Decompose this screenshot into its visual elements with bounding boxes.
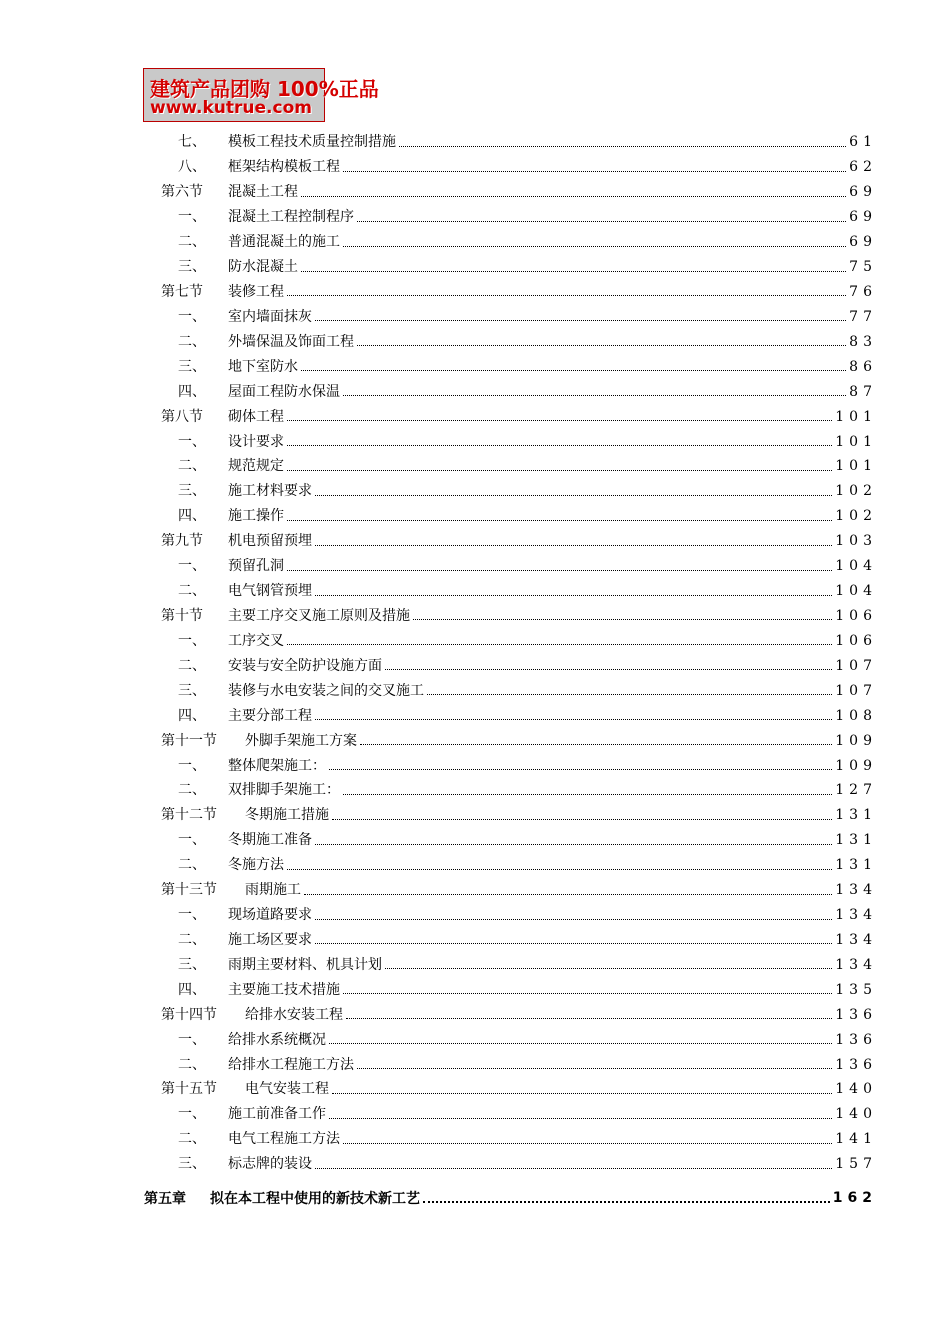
toc-title: 主要分部工程 — [228, 707, 312, 724]
toc-item-entry[interactable] — [0, 329, 950, 354]
dot-leader — [385, 968, 832, 969]
toc-page-number: 109 — [835, 757, 877, 774]
toc-page-number: 69 — [849, 184, 877, 201]
toc-number: 一、 — [178, 1031, 206, 1048]
toc-number: 三、 — [178, 358, 206, 375]
toc-number: 第十五节 — [161, 1081, 217, 1098]
toc-item-entry[interactable] — [0, 554, 950, 579]
toc-section-entry[interactable] — [0, 604, 950, 629]
dot-leader — [329, 1118, 832, 1119]
toc-title: 雨期施工 — [245, 882, 301, 899]
toc-number: 三、 — [178, 1156, 206, 1173]
dot-leader — [315, 495, 832, 496]
toc-title: 框架结构模板工程 — [228, 159, 340, 176]
toc-page-number: 86 — [849, 358, 877, 375]
toc-page-number: 62 — [849, 159, 877, 176]
toc-page-number: 102 — [835, 483, 877, 500]
toc-number: 第十四节 — [161, 1006, 217, 1023]
dot-leader — [315, 595, 832, 596]
dot-leader — [332, 1093, 832, 1094]
toc-number: 八、 — [178, 159, 206, 176]
dot-leader — [343, 171, 846, 172]
dot-leader — [360, 744, 832, 745]
dot-leader — [287, 420, 832, 421]
dot-leader — [287, 570, 832, 571]
toc-item-entry[interactable] — [0, 155, 950, 180]
toc-page-number: 134 — [835, 882, 877, 899]
dot-leader — [357, 221, 846, 222]
toc-item-entry[interactable] — [0, 828, 950, 853]
toc-number: 一、 — [178, 832, 206, 849]
toc-item-entry[interactable] — [0, 205, 950, 230]
toc-number: 四、 — [178, 981, 206, 998]
toc-page-number: 134 — [835, 956, 877, 973]
toc-page-number: 83 — [849, 333, 877, 350]
toc-title: 电气钢管预埋 — [228, 583, 312, 600]
toc-title: 外墙保温及饰面工程 — [228, 333, 354, 350]
toc-page-number: 157 — [835, 1156, 877, 1173]
toc-title: 电气工程施工方法 — [228, 1131, 340, 1148]
toc-number: 一、 — [178, 558, 206, 575]
dot-leader — [301, 196, 846, 197]
toc-title: 冬期施工准备 — [228, 832, 312, 849]
chapter-page: 162 — [832, 1190, 877, 1206]
dot-leader — [357, 345, 846, 346]
toc-title: 砌体工程 — [228, 408, 284, 425]
toc-page-number: 134 — [835, 907, 877, 924]
toc-number: 一、 — [178, 907, 206, 924]
dot-leader — [413, 619, 832, 620]
toc-title: 地下室防水 — [228, 358, 298, 375]
toc-section-entry[interactable] — [0, 1077, 950, 1102]
toc-number: 二、 — [178, 931, 206, 948]
toc-item-entry[interactable] — [0, 304, 950, 329]
toc-page-number: 69 — [849, 209, 877, 226]
toc-title: 施工材料要求 — [228, 483, 312, 500]
toc-title: 施工场区要求 — [228, 931, 312, 948]
dot-leader — [315, 844, 832, 845]
toc-page-number: 101 — [835, 458, 877, 475]
toc-section-entry[interactable] — [0, 404, 950, 429]
toc-title: 预留孔洞 — [228, 558, 284, 575]
toc-page-number: 102 — [835, 508, 877, 525]
toc-page-number: 69 — [849, 234, 877, 251]
toc-number: 二、 — [178, 1131, 206, 1148]
toc-item-entry[interactable] — [0, 479, 950, 504]
toc-title: 模板工程技术质量控制措施 — [228, 134, 396, 151]
toc-number: 七、 — [178, 134, 206, 151]
toc-page-number: 140 — [835, 1081, 877, 1098]
toc-title: 给排水工程施工方法 — [228, 1056, 354, 1073]
toc-section-entry[interactable] — [0, 803, 950, 828]
toc-item-entry[interactable] — [0, 1102, 950, 1127]
dot-leader — [343, 794, 832, 795]
toc-number: 一、 — [178, 433, 206, 450]
toc-item-entry[interactable] — [0, 579, 950, 604]
toc-item-entry[interactable] — [0, 1152, 950, 1177]
dot-leader — [329, 769, 832, 770]
toc-item-entry[interactable] — [0, 1052, 950, 1077]
toc-number: 二、 — [178, 234, 206, 251]
toc-number: 第六节 — [161, 184, 203, 201]
toc-item-entry[interactable] — [0, 454, 950, 479]
toc-page-number: 108 — [835, 707, 877, 724]
toc-title: 雨期主要材料、机具计划 — [228, 956, 382, 973]
toc-item-entry[interactable] — [0, 952, 950, 977]
toc-item-entry[interactable] — [0, 703, 950, 728]
dot-leader — [343, 395, 846, 396]
toc-number: 二、 — [178, 657, 206, 674]
toc-title: 施工前准备工作 — [228, 1106, 326, 1123]
toc-title: 普通混凝土的施工 — [228, 234, 340, 251]
dot-leader — [329, 1043, 832, 1044]
logo-line1: 建筑产品团购 100%正品 — [150, 77, 379, 101]
dot-leader — [315, 719, 832, 720]
toc-title: 主要施工技术措施 — [228, 981, 340, 998]
dot-leader — [287, 869, 832, 870]
watermark-logo — [143, 68, 379, 122]
toc-number: 第十一节 — [161, 732, 217, 749]
toc-section-entry[interactable] — [0, 280, 950, 305]
toc-item-entry[interactable] — [0, 429, 950, 454]
toc-page-number: 131 — [835, 857, 877, 874]
toc-page-number: 134 — [835, 931, 877, 948]
toc-title: 双排脚手架施工： — [228, 782, 340, 799]
toc-item-entry[interactable] — [0, 1027, 950, 1052]
toc-page-number: 75 — [849, 259, 877, 276]
toc-section-entry[interactable] — [0, 180, 950, 205]
toc-title: 安装与安全防护设施方面 — [228, 657, 382, 674]
toc-page-number: 61 — [849, 134, 877, 151]
dot-leader — [399, 146, 846, 147]
toc-title: 现场道路要求 — [228, 907, 312, 924]
dot-leader — [343, 1143, 832, 1144]
toc-section-entry[interactable] — [0, 878, 950, 903]
toc-number: 一、 — [178, 757, 206, 774]
dot-leader — [315, 943, 832, 944]
toc-item-entry[interactable] — [0, 753, 950, 778]
toc-title: 防水混凝土 — [228, 259, 298, 276]
toc-page-number: 109 — [835, 732, 877, 749]
toc-page-number: 135 — [835, 981, 877, 998]
toc-title: 电气安装工程 — [245, 1081, 329, 1098]
toc-title: 施工操作 — [228, 508, 284, 525]
dot-leader — [287, 520, 832, 521]
toc-title: 主要工序交叉施工原则及措施 — [228, 607, 410, 624]
toc-title: 装修工程 — [228, 283, 284, 300]
toc-number: 二、 — [178, 1056, 206, 1073]
toc-item-entry[interactable] — [0, 1127, 950, 1152]
toc-number: 四、 — [178, 707, 206, 724]
toc-title: 混凝土工程控制程序 — [228, 209, 354, 226]
toc-title: 屋面工程防水保温 — [228, 383, 340, 400]
toc-page-number: 136 — [835, 1056, 877, 1073]
dot-leader — [346, 1018, 832, 1019]
table-of-contents — [0, 130, 950, 1177]
toc-item-entry[interactable] — [0, 230, 950, 255]
toc-item-entry[interactable] — [0, 653, 950, 678]
dot-leader — [315, 1168, 832, 1169]
toc-item-entry[interactable] — [0, 628, 950, 653]
toc-title: 机电预留预埋 — [228, 533, 312, 550]
toc-title: 冬施方法 — [228, 857, 284, 874]
toc-number: 第七节 — [161, 283, 203, 300]
toc-number: 四、 — [178, 508, 206, 525]
toc-section-entry[interactable] — [0, 1002, 950, 1027]
toc-title: 规范规定 — [228, 458, 284, 475]
toc-title: 设计要求 — [228, 433, 284, 450]
toc-title: 工序交叉 — [228, 632, 284, 649]
toc-page-number: 141 — [835, 1131, 877, 1148]
toc-number: 第八节 — [161, 408, 203, 425]
toc-number: 第十二节 — [161, 807, 217, 824]
toc-title: 室内墙面抹灰 — [228, 308, 312, 325]
dot-leader — [343, 246, 846, 247]
toc-title: 装修与水电安装之间的交叉施工 — [228, 682, 424, 699]
dot-leader — [315, 919, 832, 920]
chapter-title: 拟在本工程中使用的新技术新工艺 — [210, 1191, 420, 1207]
toc-page-number: 104 — [835, 583, 877, 600]
toc-item-entry[interactable] — [0, 354, 950, 379]
toc-page-number: 104 — [835, 558, 877, 575]
dot-leader — [287, 644, 832, 645]
toc-number: 一、 — [178, 209, 206, 226]
toc-page-number: 127 — [835, 782, 877, 799]
toc-title: 给排水安装工程 — [245, 1006, 343, 1023]
toc-item-entry[interactable] — [0, 379, 950, 404]
toc-title: 外脚手架施工方案 — [245, 732, 357, 749]
dot-leader — [301, 271, 846, 272]
toc-title: 标志牌的装设 — [228, 1156, 312, 1173]
dot-leader — [343, 993, 832, 994]
toc-item-entry[interactable] — [0, 678, 950, 703]
dot-leader — [315, 320, 846, 321]
toc-page-number: 76 — [849, 283, 877, 300]
toc-item-entry[interactable] — [0, 853, 950, 878]
toc-page-number: 106 — [835, 607, 877, 624]
dot-leader — [427, 694, 832, 695]
toc-section-entry[interactable] — [0, 728, 950, 753]
dot-leader — [287, 295, 846, 296]
toc-number: 第十节 — [161, 607, 203, 624]
toc-number: 三、 — [178, 483, 206, 500]
toc-title: 混凝土工程 — [228, 184, 298, 201]
toc-page-number: 101 — [835, 433, 877, 450]
toc-page-number: 131 — [835, 832, 877, 849]
toc-number: 三、 — [178, 682, 206, 699]
toc-title: 冬期施工措施 — [245, 807, 329, 824]
dot-leader — [315, 545, 832, 546]
dot-leader — [357, 1068, 832, 1069]
toc-number: 第九节 — [161, 533, 203, 550]
toc-page-number: 77 — [849, 308, 877, 325]
toc-page-number: 103 — [835, 533, 877, 550]
toc-item-entry[interactable] — [0, 255, 950, 280]
logo-line2: www.kutrue.com — [150, 98, 312, 118]
toc-number: 三、 — [178, 259, 206, 276]
toc-title: 给排水系统概况 — [228, 1031, 326, 1048]
toc-page-number: 87 — [849, 383, 877, 400]
toc-item-entry[interactable] — [0, 903, 950, 928]
toc-section-entry[interactable] — [0, 529, 950, 554]
toc-number: 二、 — [178, 782, 206, 799]
toc-item-entry[interactable] — [0, 778, 950, 803]
toc-page-number: 136 — [835, 1006, 877, 1023]
toc-page-number: 107 — [835, 657, 877, 674]
toc-title: 整体爬架施工： — [228, 757, 326, 774]
dot-leader — [332, 819, 832, 820]
toc-number: 第十三节 — [161, 882, 217, 899]
toc-chapter-entry[interactable] — [144, 1188, 877, 1208]
toc-item-entry[interactable] — [0, 504, 950, 529]
dot-leader — [304, 894, 832, 895]
toc-number: 一、 — [178, 308, 206, 325]
toc-page-number: 106 — [835, 632, 877, 649]
dot-leader — [287, 470, 832, 471]
dot-leader — [423, 1201, 830, 1203]
dot-leader — [385, 669, 832, 670]
toc-number: 二、 — [178, 583, 206, 600]
dot-leader — [287, 445, 832, 446]
toc-page-number: 136 — [835, 1031, 877, 1048]
toc-number: 二、 — [178, 458, 206, 475]
toc-page-number: 107 — [835, 682, 877, 699]
toc-number: 四、 — [178, 383, 206, 400]
toc-page-number: 131 — [835, 807, 877, 824]
toc-page-number: 140 — [835, 1106, 877, 1123]
toc-item-entry[interactable] — [0, 130, 950, 155]
toc-number: 一、 — [178, 1106, 206, 1123]
toc-item-entry[interactable] — [0, 977, 950, 1002]
dot-leader — [301, 370, 846, 371]
toc-number: 三、 — [178, 956, 206, 973]
chapter-number: 第五章 — [144, 1191, 186, 1207]
toc-number: 一、 — [178, 632, 206, 649]
toc-number: 二、 — [178, 857, 206, 874]
toc-item-entry[interactable] — [0, 928, 950, 953]
toc-number: 二、 — [178, 333, 206, 350]
toc-page-number: 101 — [835, 408, 877, 425]
